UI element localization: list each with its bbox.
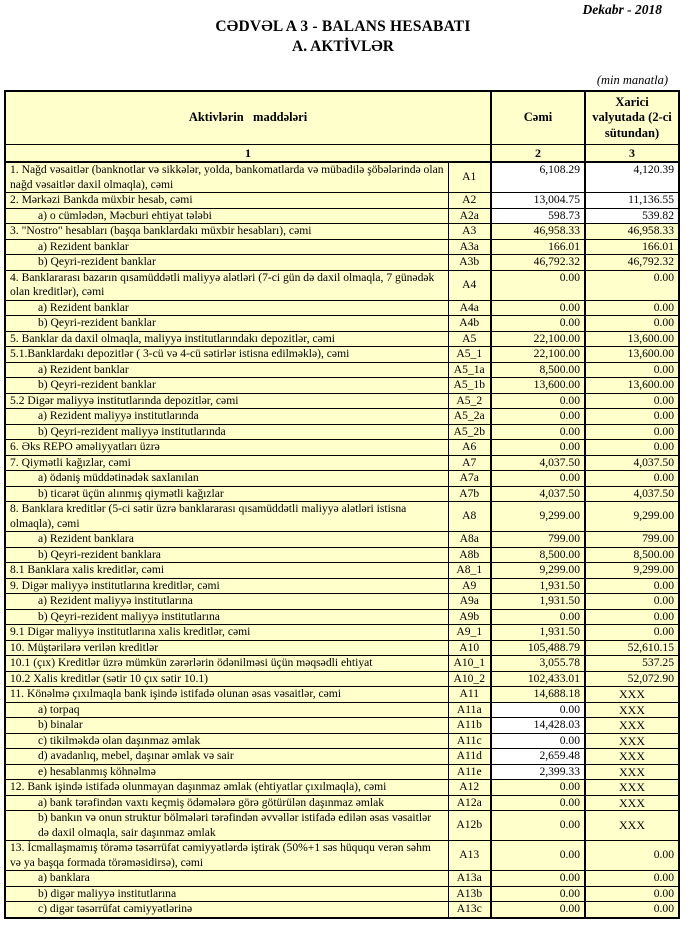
- table-row: [5, 671, 679, 687]
- row-total-value: 0.00: [491, 393, 585, 409]
- row-code: A4a: [448, 300, 491, 316]
- row-total-value: 0.00: [491, 886, 585, 902]
- row-foreign-value: XXX: [585, 764, 679, 780]
- table-row: [5, 841, 679, 871]
- row-foreign-value: 8,500.00: [585, 547, 679, 563]
- balance-sheet-table: [4, 90, 680, 919]
- table-row: [5, 239, 679, 255]
- row-foreign-value: 9,299.00: [585, 502, 679, 532]
- row-foreign-value: 46,958.33: [585, 224, 679, 240]
- row-label: a) Rezident banklar: [5, 300, 448, 316]
- row-foreign-value: 4,037.50: [585, 455, 679, 471]
- column-number-1: 1: [5, 145, 491, 163]
- row-label: 9.1 Digər maliyyə institutlarına xalis kreditlər, cəmi: [5, 625, 448, 641]
- row-label: 3. "Nostro" hesabları (başqa banklardakı müxbir hesabları), cəmi: [5, 224, 448, 240]
- row-foreign-value: 13,600.00: [585, 347, 679, 363]
- row-code: A13a: [448, 871, 491, 887]
- table-row: [5, 532, 679, 548]
- table-row: [5, 594, 679, 610]
- row-total-value: 13,600.00: [491, 378, 585, 394]
- row-total-value: 1,931.50: [491, 594, 585, 610]
- row-total-value: 0.00: [491, 841, 585, 871]
- row-label: e) hesablanmış köhnəlmə: [5, 764, 448, 780]
- table-row: [5, 378, 679, 394]
- row-foreign-value: 52,610.15: [585, 640, 679, 656]
- page-title: CƏDVƏL A 3 - BALANS HESABATI: [215, 18, 471, 35]
- row-code: A6: [448, 440, 491, 456]
- row-label: b) binalar: [5, 718, 448, 734]
- row-total-value: 0.00: [491, 316, 585, 332]
- row-total-value: 22,100.00: [491, 331, 585, 347]
- row-label: b) bankın və onun struktur bölmələri tərəfindən əvvəllər istifadə edilən əsas vəsaitlər də daxil olmaqla, sair daşınmaz əmlak: [5, 811, 448, 841]
- row-label: 5.1.Banklardakı depozitlər ( 3-cü və 4-cü sətirlər istisna edilməklə), cəmi: [5, 347, 448, 363]
- row-total-value: 0.00: [491, 780, 585, 796]
- table-row: [5, 193, 679, 209]
- row-code: A7: [448, 455, 491, 471]
- row-foreign-value: 0.00: [585, 594, 679, 610]
- row-label: 1. Nağd vəsaitlər (banknotlar və sikkələr, yolda, bankomatlarda və mübadilə şöbələrində olan nağd vəsaitlər daxil olmaqla), cəmi: [5, 162, 448, 193]
- row-label: a) banklara: [5, 871, 448, 887]
- row-total-value: 0.00: [491, 702, 585, 718]
- row-label: 2. Mərkəzi Bankda müxbir hesab, cəmi: [5, 193, 448, 209]
- row-total-value: 0.00: [491, 300, 585, 316]
- row-code: A11: [448, 687, 491, 703]
- table-row: [5, 440, 679, 456]
- table-row: [5, 547, 679, 563]
- row-code: A2: [448, 193, 491, 209]
- row-code: A11d: [448, 749, 491, 765]
- row-total-value: 1,931.50: [491, 625, 585, 641]
- row-label: 8. Banklara kreditlər (5-ci sətir üzrə banklararası qısamüddətli maliyyə alətləri istisna olmaqla), cəmi: [5, 502, 448, 532]
- table-row: [5, 871, 679, 887]
- table-row: [5, 424, 679, 440]
- row-foreign-value: 4,120.39: [585, 162, 679, 193]
- row-total-value: 4,037.50: [491, 455, 585, 471]
- row-total-value: 0.00: [491, 733, 585, 749]
- table-row: [5, 162, 679, 193]
- row-foreign-value: 0.00: [585, 316, 679, 332]
- table-row: [5, 733, 679, 749]
- row-code: A8_1: [448, 563, 491, 579]
- column-header-total: Cəmi: [491, 91, 585, 145]
- row-foreign-value: 166.01: [585, 239, 679, 255]
- row-code: A5_1: [448, 347, 491, 363]
- row-foreign-value: 52,072.90: [585, 671, 679, 687]
- row-total-value: 14,688.18: [491, 687, 585, 703]
- table-row: [5, 656, 679, 672]
- row-foreign-value: 13,600.00: [585, 331, 679, 347]
- row-code: A5_1b: [448, 378, 491, 394]
- row-code: A4b: [448, 316, 491, 332]
- row-code: A4: [448, 270, 491, 300]
- row-total-value: 4,037.50: [491, 486, 585, 502]
- table-row: [5, 702, 679, 718]
- row-code: A13c: [448, 902, 491, 918]
- table-row: [5, 331, 679, 347]
- row-code: A9b: [448, 609, 491, 625]
- row-code: A3b: [448, 255, 491, 271]
- row-foreign-value: XXX: [585, 702, 679, 718]
- row-code: A5: [448, 331, 491, 347]
- row-code: A12a: [448, 795, 491, 811]
- row-foreign-value: XXX: [585, 749, 679, 765]
- row-foreign-value: 0.00: [585, 270, 679, 300]
- row-label: 8.1 Banklara xalis kreditlər, cəmi: [5, 563, 448, 579]
- column-header-items: Aktivlərin maddələri: [5, 91, 491, 145]
- table-row: [5, 347, 679, 363]
- row-foreign-value: 0.00: [585, 471, 679, 487]
- row-total-value: 105,488.79: [491, 640, 585, 656]
- row-total-value: 0.00: [491, 609, 585, 625]
- row-label: a) Rezident banklar: [5, 362, 448, 378]
- table-row: [5, 563, 679, 579]
- row-total-value: 13,004.75: [491, 193, 585, 209]
- row-label: 5.2 Digər maliyyə institutlarında depozitlər, cəmi: [5, 393, 448, 409]
- row-foreign-value: 0.00: [585, 362, 679, 378]
- row-total-value: 3,055.78: [491, 656, 585, 672]
- row-code: A10_2: [448, 671, 491, 687]
- row-label: c) digər təsərrüfat cəmiyyətlərinə: [5, 902, 448, 918]
- table-row: [5, 502, 679, 532]
- table-row: [5, 902, 679, 918]
- row-code: A9_1: [448, 625, 491, 641]
- report-date-label: Dekabr - 2018: [582, 2, 662, 17]
- table-row: [5, 764, 679, 780]
- row-label: 12. Bank işində istifadə olunmayan daşınmaz əmlak (ehtiyatlar çıxılmaqla), cəmi: [5, 780, 448, 796]
- row-total-value: 6,108.29: [491, 162, 585, 193]
- row-code: A8b: [448, 547, 491, 563]
- row-label: 7. Qiymətli kağızlar, cəmi: [5, 455, 448, 471]
- row-label: b) Qeyri-rezident maliyyə institutlarına: [5, 609, 448, 625]
- row-label: b) Qeyri-rezident banklar: [5, 378, 448, 394]
- row-code: A12b: [448, 811, 491, 841]
- row-label: 10.2 Xalis kreditlər (sətir 10 çıx sətir 10.1): [5, 671, 448, 687]
- row-code: A8a: [448, 532, 491, 548]
- column-number-row: [5, 145, 679, 163]
- row-foreign-value: 0.00: [585, 902, 679, 918]
- row-code: A10_1: [448, 656, 491, 672]
- row-total-value: 0.00: [491, 270, 585, 300]
- row-foreign-value: 9,299.00: [585, 563, 679, 579]
- row-code: A11e: [448, 764, 491, 780]
- table-row: [5, 749, 679, 765]
- row-label: 11. Könəlmə çıxılmaqla bank işində istifadə olunan əsas vəsaitlər, cəmi: [5, 687, 448, 703]
- table-row: [5, 609, 679, 625]
- row-total-value: 0.00: [491, 424, 585, 440]
- row-foreign-value: 0.00: [585, 409, 679, 425]
- row-total-value: 0.00: [491, 409, 585, 425]
- row-label: a) ödəniş müddətinədək saxlanılan: [5, 471, 448, 487]
- row-total-value: 8,500.00: [491, 362, 585, 378]
- row-code: A7a: [448, 471, 491, 487]
- row-foreign-value: 799.00: [585, 532, 679, 548]
- row-code: A3a: [448, 239, 491, 255]
- row-total-value: 9,299.00: [491, 563, 585, 579]
- page-subtitle: A. AKTİVLƏR: [292, 38, 394, 55]
- row-label: 5. Banklar da daxil olmaqla, maliyyə institutlarındakı depozitlər, cəmi: [5, 331, 448, 347]
- row-total-value: 0.00: [491, 871, 585, 887]
- unit-note: (min manatla): [596, 73, 668, 87]
- row-code: A11b: [448, 718, 491, 734]
- row-label: c) tikilməkdə olan daşınmaz əmlak: [5, 733, 448, 749]
- row-label: a) Rezident maliyyə institutlarında: [5, 409, 448, 425]
- table-row: [5, 362, 679, 378]
- row-label: 10. Müştərilərə verilən kreditlər: [5, 640, 448, 656]
- row-foreign-value: XXX: [585, 811, 679, 841]
- row-foreign-value: 0.00: [585, 609, 679, 625]
- row-code: A13b: [448, 886, 491, 902]
- table-row: [5, 486, 679, 502]
- column-number-2: 2: [491, 145, 585, 163]
- row-total-value: 0.00: [491, 902, 585, 918]
- column-header-foreign-currency: Xarici valyutada (2-ci sütundan): [585, 91, 679, 145]
- row-total-value: 0.00: [491, 795, 585, 811]
- row-code: A11a: [448, 702, 491, 718]
- row-foreign-value: 46,792.32: [585, 255, 679, 271]
- row-label: 4. Banklararası bazarın qısamüddətli maliyyə alətləri (7-ci gün də daxil olmaqla, 7 günədək olan kreditlər), cəmi: [5, 270, 448, 300]
- table-row: [5, 795, 679, 811]
- row-code: A5_1a: [448, 362, 491, 378]
- row-total-value: 22,100.00: [491, 347, 585, 363]
- row-foreign-value: 0.00: [585, 300, 679, 316]
- row-total-value: 1,931.50: [491, 578, 585, 594]
- row-total-value: 14,428.03: [491, 718, 585, 734]
- row-label: a) Rezident banklar: [5, 239, 448, 255]
- table-row: [5, 625, 679, 641]
- row-label: b) Qeyri-rezident maliyyə institutlarında: [5, 424, 448, 440]
- row-foreign-value: 11,136.55: [585, 193, 679, 209]
- row-label: 6. Əks REPO əməliyyatları üzrə: [5, 440, 448, 456]
- row-total-value: 2,399.33: [491, 764, 585, 780]
- row-total-value: 598.73: [491, 208, 585, 224]
- column-number-3: 3: [585, 145, 679, 163]
- row-code: A3: [448, 224, 491, 240]
- row-foreign-value: 539.82: [585, 208, 679, 224]
- row-label: d) avadanlıq, mebel, daşınar əmlak və sair: [5, 749, 448, 765]
- row-foreign-value: 4,037.50: [585, 486, 679, 502]
- table-row: [5, 455, 679, 471]
- row-foreign-value: 0.00: [585, 886, 679, 902]
- table-row: [5, 208, 679, 224]
- row-foreign-value: 0.00: [585, 424, 679, 440]
- row-total-value: 46,958.33: [491, 224, 585, 240]
- table-row: [5, 718, 679, 734]
- row-code: A12: [448, 780, 491, 796]
- row-foreign-value: XXX: [585, 780, 679, 796]
- row-foreign-value: XXX: [585, 687, 679, 703]
- row-code: A9: [448, 578, 491, 594]
- row-total-value: 2,659.48: [491, 749, 585, 765]
- table-row: [5, 393, 679, 409]
- table-row: [5, 578, 679, 594]
- row-label: 10.1 (çıx) Kreditlər üzrə mümkün zərərlərin ödənilməsi üçün məqsədli ehtiyat: [5, 656, 448, 672]
- table-row: [5, 780, 679, 796]
- table-header-row: [5, 91, 679, 145]
- row-label: b) ticarət üçün alınmış qiymətli kağızlar: [5, 486, 448, 502]
- row-total-value: 166.01: [491, 239, 585, 255]
- row-foreign-value: 0.00: [585, 841, 679, 871]
- table-row: [5, 409, 679, 425]
- row-total-value: 799.00: [491, 532, 585, 548]
- row-label: a) o cümlədən, Məcburi ehtiyat tələbi: [5, 208, 448, 224]
- row-code: A5_2b: [448, 424, 491, 440]
- row-label: b) Qeyri-rezident banklar: [5, 255, 448, 271]
- row-foreign-value: 0.00: [585, 440, 679, 456]
- table-row: [5, 300, 679, 316]
- row-label: a) torpaq: [5, 702, 448, 718]
- row-label: b) digər maliyyə institutlarına: [5, 886, 448, 902]
- table-row: [5, 687, 679, 703]
- row-total-value: 8,500.00: [491, 547, 585, 563]
- row-label: 9. Digər maliyyə institutlarına kreditlər, cəmi: [5, 578, 448, 594]
- row-label: b) Qeyri-rezident banklara: [5, 547, 448, 563]
- row-total-value: 0.00: [491, 471, 585, 487]
- row-foreign-value: 0.00: [585, 393, 679, 409]
- table-row: [5, 886, 679, 902]
- row-code: A7b: [448, 486, 491, 502]
- row-label: a) Rezident banklara: [5, 532, 448, 548]
- row-foreign-value: 13,600.00: [585, 378, 679, 394]
- row-foreign-value: 0.00: [585, 871, 679, 887]
- row-code: A8: [448, 502, 491, 532]
- row-foreign-value: XXX: [585, 795, 679, 811]
- row-code: A10: [448, 640, 491, 656]
- row-total-value: 102,433.01: [491, 671, 585, 687]
- row-total-value: 0.00: [491, 811, 585, 841]
- table-row: [5, 270, 679, 300]
- row-foreign-value: 0.00: [585, 578, 679, 594]
- row-total-value: 46,792.32: [491, 255, 585, 271]
- row-code: A5_2: [448, 393, 491, 409]
- row-code: A9a: [448, 594, 491, 610]
- row-code: A11c: [448, 733, 491, 749]
- row-label: 13. İcmallaşmamış törəmə təsərrüfat cəmiyyətlərdə iştirak (50%+1 səs hüququ verən səhm və ya başqa formada törəməsidirsə), cəmi: [5, 841, 448, 871]
- row-label: a) bank tərəfindən vaxtı keçmiş ödəmələrə görə götürülən daşınmaz əmlak: [5, 795, 448, 811]
- table-row: [5, 255, 679, 271]
- row-total-value: 0.00: [491, 440, 585, 456]
- row-code: A5_2a: [448, 409, 491, 425]
- row-code: A1: [448, 162, 491, 193]
- row-code: A13: [448, 841, 491, 871]
- table-row: [5, 640, 679, 656]
- row-foreign-value: 537.25: [585, 656, 679, 672]
- row-foreign-value: 0.00: [585, 625, 679, 641]
- table-row: [5, 316, 679, 332]
- row-foreign-value: XXX: [585, 733, 679, 749]
- table-row: [5, 471, 679, 487]
- row-foreign-value: XXX: [585, 718, 679, 734]
- row-total-value: 9,299.00: [491, 502, 585, 532]
- row-label: a) Rezident maliyyə institutlarına: [5, 594, 448, 610]
- row-label: b) Qeyri-rezident banklar: [5, 316, 448, 332]
- table-row: [5, 224, 679, 240]
- table-row: [5, 811, 679, 841]
- row-code: A2a: [448, 208, 491, 224]
